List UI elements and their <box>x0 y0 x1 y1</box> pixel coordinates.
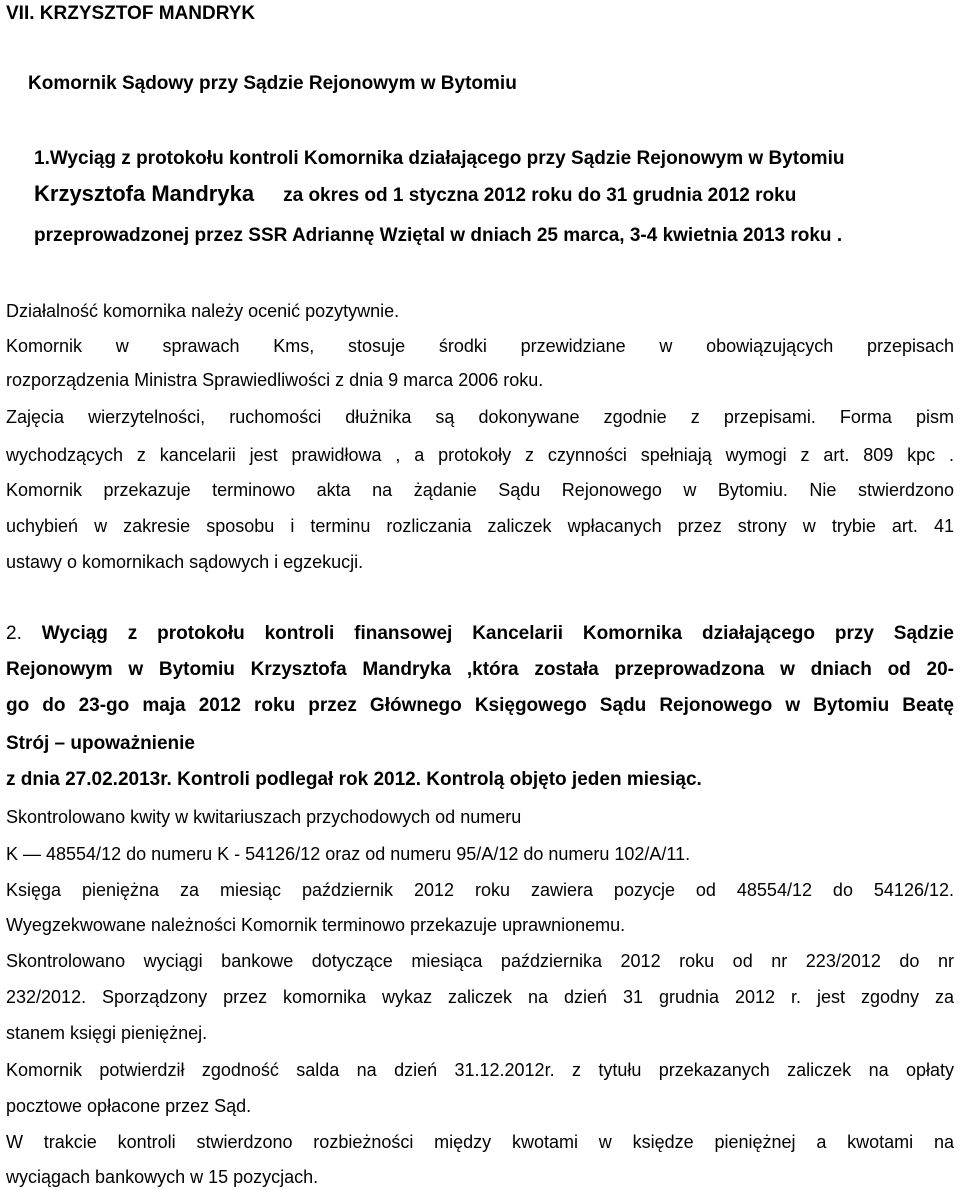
section1-paragraph-3-line3: Komornik przekazuje terminowo akta na żądanie Sądu Rejonowego w Bytomiu. Nie stwierdzono <box>6 480 954 500</box>
section2-line-5: Skontrolowano wyciągi bankowe dotyczące miesiąca października 2012 roku od nr 223/2012 do nr <box>6 951 954 971</box>
section2-line-7: stanem księgi pieniężnej. <box>6 1023 208 1043</box>
section2-line-2: K — 48554/12 do numeru K - 54126/12 oraz od numeru 95/A/12 do numeru 102/A/11. <box>6 844 691 864</box>
section1-paragraph-2-line1: Komornik w sprawach Kms, stosuje środki przewidziane w obowiązujących przepisach <box>6 336 954 356</box>
section1-heading-line2-rest: za okres od 1 styczna 2012 roku do 31 grudnia 2012 roku <box>283 185 797 206</box>
section2-heading-line4: Strój – upoważnienie <box>6 733 195 754</box>
section2-line-10: W trakcie kontroli stwierdzono rozbieżności między kwotami w księdze pieniężnej a kwotami na <box>6 1132 954 1152</box>
section2-number: 2. <box>6 623 42 644</box>
document-title: VII. KRZYSZTOF MANDRYK <box>6 3 256 24</box>
section2-heading-line3: go do 23-go maja 2012 roku przez Głównego Księgowego Sądu Rejonowego w Bytomiu Beatę <box>6 695 954 716</box>
section2-line-8: Komornik potwierdził zgodność salda na dzień 31.12.2012r. z tytułu przekazanych zaliczek na opłaty <box>6 1060 954 1080</box>
section2-line-6: 232/2012. Sporządzony przez komornika wykaz zaliczek na dzień 31 grudnia 2012 r. jest zgodny za <box>6 987 954 1007</box>
section1-heading-name: Krzysztofa Mandryka <box>34 181 255 206</box>
document-subtitle: Komornik Sądowy przy Sądzie Rejonowym w Bytomiu <box>28 73 517 94</box>
section1-heading-line1: 1.Wyciąg z protokołu kontroli Komornika działającego przy Sądzie Rejonowym w Bytomiu <box>34 148 845 169</box>
section1-paragraph-2-line2: rozporządzenia Ministra Sprawiedliwości z dnia 9 marca 2006 roku. <box>6 370 544 390</box>
section2-line-9: pocztowe opłacone przez Sąd. <box>6 1096 252 1116</box>
section1-heading-line3: przeprowadzonej przez SSR Adriannę Wziętal w dniach 25 marca, 3-4 kwietnia 2013 roku . <box>34 225 843 246</box>
section1-paragraph-1: Działalność komornika należy ocenić pozytywnie. <box>6 301 400 321</box>
section1-paragraph-3-line1: Zajęcia wierzytelności, ruchomości dłużnika są dokonywane zgodnie z przepisami. Forma pism <box>6 407 954 427</box>
section2-heading-text: Wyciąg z protokołu kontroli finansowej Kancelarii Komornika działającego przy Sądzie <box>41 623 954 644</box>
section2-heading-line2: Rejonowym w Bytomiu Krzysztofa Mandryka ,która została przeprowadzona w dniach od 20- <box>6 659 954 680</box>
section2-line-4: Wyegzekwowane należności Komornik terminowo przekazuje uprawnionemu. <box>6 915 626 935</box>
section1-paragraph-3-line5: ustawy o komornikach sądowych i egzekucji. <box>6 552 364 572</box>
section2-line-11: wyciągach bankowych w 15 pozycjach. <box>6 1167 319 1187</box>
section2-line-3: Księga pieniężna za miesiąc październik 2012 roku zawiera pozycje od 48554/12 do 54126/12. <box>6 880 954 900</box>
section2-heading-line1 <box>6 622 954 646</box>
section1-heading-line2 <box>34 182 954 208</box>
section1-paragraph-3-line4: uchybień w zakresie sposobu i terminu rozliczania zaliczek wpłacanych przez strony w trybie art. 41 <box>6 516 954 536</box>
section2-heading-line5: z dnia 27.02.2013r. Kontroli podlegał rok 2012. Kontrolą objęto jeden miesiąc. <box>6 769 702 790</box>
section2-line-1: Skontrolowano kwity w kwitariuszach przychodowych od numeru <box>6 807 522 827</box>
section1-paragraph-3-line2: wychodzących z kancelarii jest prawidłowa , a protokoły z czynności spełniają wymogi z art. 809 kpc . <box>6 445 954 465</box>
